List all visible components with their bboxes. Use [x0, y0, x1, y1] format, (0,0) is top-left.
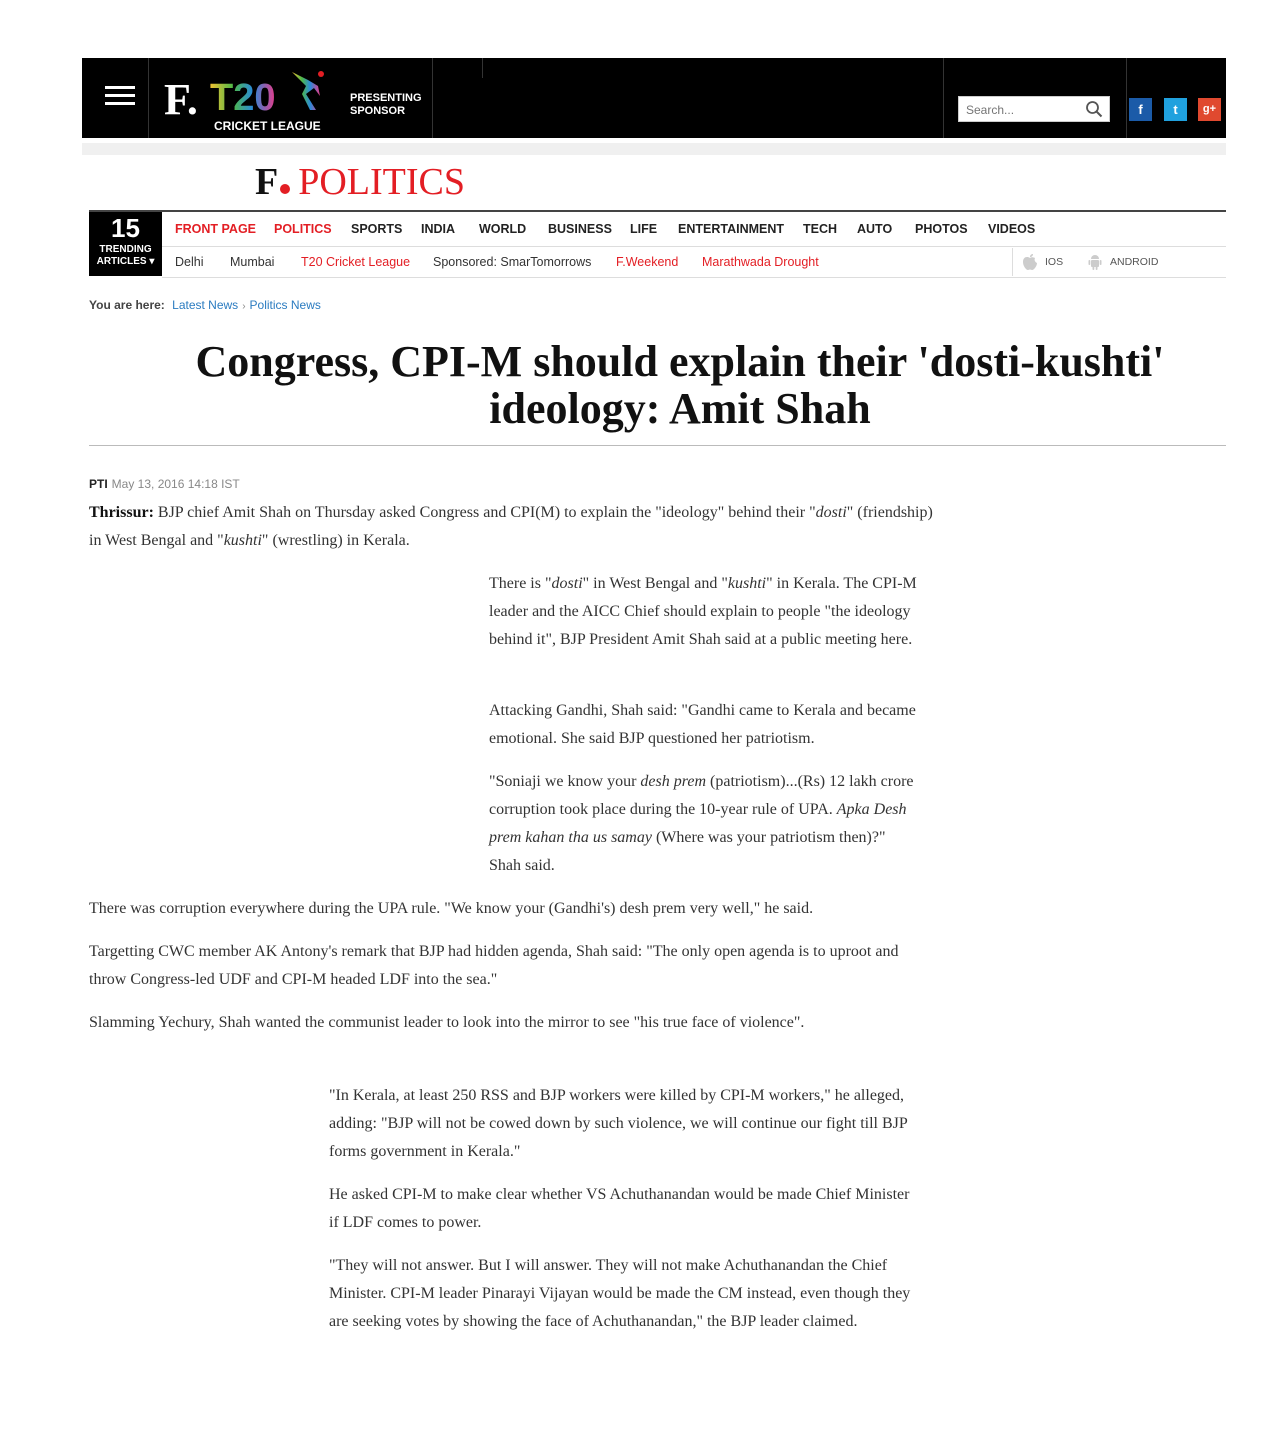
article-paragraph: Targetting CWC member AK Antony's remark that BJP had hidden agenda, Shah said: "The only open agenda is to uproot and throw Congress-led UDF and CPI-M headed LDF into the sea."	[89, 943, 899, 988]
nav-videos[interactable]: VIDEOS	[988, 222, 1036, 236]
article-date: May 13, 2016 14:18 IST	[111, 477, 240, 491]
title-divider	[89, 445, 1226, 446]
android-icon[interactable]	[1087, 253, 1103, 271]
article-paragraph: Slamming Yechury, Shah wanted the communist leader to look into the mirror to see "his true face of violence".	[89, 1014, 805, 1031]
article-paragraph: He asked CPI-M to make clear whether VS Achuthanandan would be made Chief Minister if LDF comes to power.	[329, 1186, 910, 1231]
apple-icon[interactable]	[1022, 253, 1038, 271]
article-paragraph: There is "dosti" in West Bengal and "kushti" in Kerala. The CPI-M leader and the AICC Chief should explain to people "the ideology behind it", BJP President Amit Shah said at a public meeting here.	[489, 575, 917, 648]
subnav-delhi[interactable]: Delhi	[175, 255, 204, 269]
breadcrumb-label: You are here:	[89, 298, 165, 312]
trending-articles-button[interactable]	[89, 212, 162, 276]
nav-business[interactable]: BUSINESS	[548, 222, 612, 236]
nav-divider	[162, 246, 1226, 247]
subnav-mumbai[interactable]: Mumbai	[230, 255, 275, 269]
nav-world[interactable]: WORLD	[479, 222, 527, 236]
chevron-right-icon: ›	[242, 301, 246, 312]
header-spacer	[82, 143, 1226, 155]
subnav-sponsored[interactable]: Sponsored: SmarTomorrows	[433, 255, 592, 269]
trending-count: 15	[111, 213, 140, 243]
facebook-icon[interactable]: f	[1129, 98, 1152, 121]
article-paragraph: Thrissur: BJP chief Amit Shah on Thursday asked Congress and CPI(M) to explain the "ideology" behind their "dosti" (friendship) in West Bengal and "kushti" (wrestling) in Kerala.	[89, 504, 933, 549]
section-logo[interactable]: F POLITICS	[255, 161, 466, 203]
dateline: Thrissur:	[89, 504, 154, 521]
article-paragraph: "They will not answer. But I will answer. They will not make Achuthanandan the Chief Minister. CPI-M leader Pinarayi Vijayan would be made the CM instead, even though they are seeking votes by showing the face of Achuthanandan," the BJP leader claimed.	[329, 1257, 911, 1330]
article-title: Congress, CPI-M should explain their 'dosti-kushti' ideology: Amit Shah	[195, 337, 1165, 433]
nav-auto[interactable]: AUTO	[857, 222, 893, 236]
nav-sports[interactable]: SPORTS	[351, 222, 403, 236]
breadcrumb-politics-news[interactable]: Politics News	[249, 298, 321, 312]
nav-tech[interactable]: TECH	[803, 222, 838, 236]
search-area	[944, 58, 1127, 138]
top-header	[82, 58, 1226, 138]
subnav-t20-cricket-league[interactable]: T20 Cricket League	[301, 255, 411, 269]
article-paragraph: Attacking Gandhi, Shah said: "Gandhi came to Kerala and became emotional. She said BJP questioned her patriotism.	[489, 702, 916, 747]
nav-life[interactable]: LIFE	[630, 222, 658, 236]
trending-label: TRENDING ARTICLES ▾	[96, 244, 155, 267]
nav-india[interactable]: INDIA	[421, 222, 456, 236]
nav-divider	[162, 277, 1226, 278]
android-app-link[interactable]: ANDROID	[1110, 256, 1159, 268]
twitter-icon[interactable]: t	[1164, 98, 1187, 121]
site-logo[interactable]: F.	[164, 75, 198, 124]
section-name: POLITICS	[298, 161, 466, 203]
article-paragraph: There was corruption everywhere during the UPA rule. "We know your (Gandhi's) desh prem very well," he said.	[89, 900, 814, 917]
breadcrumb-latest-news[interactable]: Latest News	[172, 298, 239, 312]
t20-league-logo[interactable]	[206, 66, 336, 136]
presenting-sponsor-label: PRESENTING SPONSOR	[350, 92, 422, 117]
search-icon[interactable]	[1085, 100, 1103, 118]
nav-front-page[interactable]: FRONT PAGE	[175, 222, 257, 236]
breadcrumb	[89, 297, 321, 315]
nav-entertainment[interactable]: ENTERTAINMENT	[678, 222, 785, 236]
nav-divider	[89, 210, 1226, 212]
subnav-f-weekend[interactable]: F.Weekend	[616, 255, 679, 269]
article-source: PTI	[89, 477, 108, 491]
article-paragraph: "Soniaji we know your desh prem (patriotism)...(Rs) 12 lakh crore corruption took place during the 10-year rule of UPA. Apka Desh prem kahan tha us samay (Where was your patriotism then)?" Shah said.	[489, 773, 914, 874]
subnav-marathwada-drought[interactable]: Marathwada Drought	[702, 255, 819, 269]
ios-app-link[interactable]: IOS	[1045, 256, 1064, 268]
search-box[interactable]	[958, 96, 1110, 122]
article-paragraph: "In Kerala, at least 250 RSS and BJP workers were killed by CPI-M workers," he alleged, adding: "BJP will not be cowed down by such violence, we will continue our fight till BJP forms government in Kerala."	[329, 1087, 908, 1160]
googleplus-icon[interactable]: g+	[1198, 98, 1221, 121]
sponsor-slot	[432, 58, 944, 138]
nav-photos[interactable]: PHOTOS	[915, 222, 968, 236]
nav-politics[interactable]: POLITICS	[274, 222, 332, 236]
svg-text:T20: T20	[210, 77, 276, 119]
brand-area[interactable]	[148, 58, 433, 138]
search-input[interactable]	[964, 98, 1088, 122]
svg-text:CRICKET LEAGUE: CRICKET LEAGUE	[214, 119, 321, 133]
byline	[89, 476, 240, 492]
hamburger-menu-button[interactable]	[82, 58, 149, 138]
nav-divider	[1012, 248, 1013, 276]
